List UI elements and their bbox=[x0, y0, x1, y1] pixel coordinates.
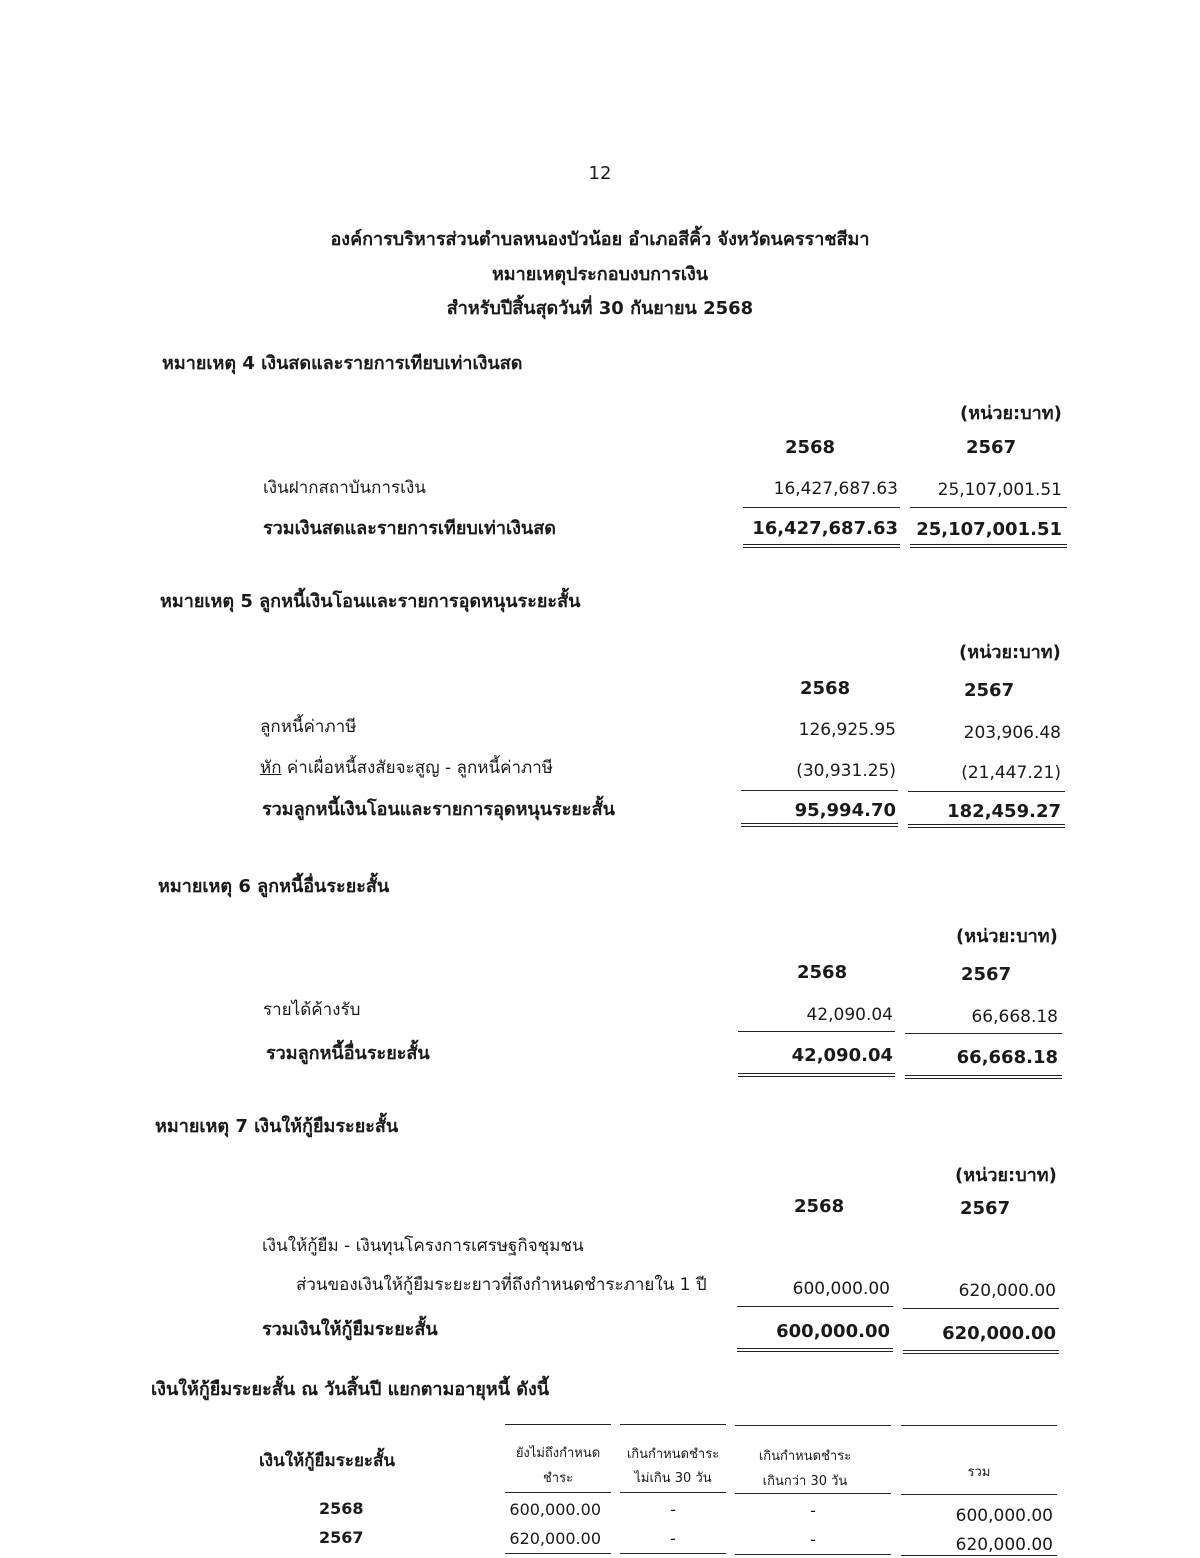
note5-total-double-line-2567 bbox=[908, 824, 1065, 828]
note5-row2-2568: (30,931.25) bbox=[796, 761, 896, 781]
note4-title: หมายเหตุ 4 เงินสดและรายการเทียบเท่าเงินสด bbox=[162, 353, 523, 374]
note5-row2-text: ค่าเผื่อหนี้สงสัยจะสูญ - ลูกหนี้ค่าภาษี bbox=[286, 758, 553, 778]
aging-h3-line1: เกินกำหนดชำระ bbox=[758, 1449, 852, 1464]
aging-row2-not-due: 620,000.00 bbox=[509, 1529, 601, 1548]
aging-h1-line1: ยังไม่ถึงกำหนด bbox=[515, 1446, 601, 1461]
note4-total-double-line-2568 bbox=[743, 544, 900, 548]
note7-total-2567: 620,000.00 bbox=[942, 1323, 1056, 1344]
note6-subtotal-line-2568 bbox=[738, 1031, 895, 1032]
statement-title: หมายเหตุประกอบงบการเงิน bbox=[491, 264, 709, 285]
note4-col-2568: 2568 bbox=[784, 437, 836, 458]
aging-row1-year: 2568 bbox=[319, 1499, 364, 1518]
aging-header-line-2 bbox=[620, 1492, 726, 1493]
note5-unit: (หน่วย:บาท) bbox=[959, 642, 1061, 663]
note5-col-2568: 2568 bbox=[800, 678, 851, 699]
aging-row1-overdue-over-30: - bbox=[810, 1501, 816, 1520]
aging-bottom-line-3 bbox=[735, 1554, 891, 1555]
note7-col-2567: 2567 bbox=[960, 1198, 1011, 1219]
aging-h1-line2: ชำระ bbox=[542, 1471, 574, 1486]
aging-top-line-4 bbox=[901, 1425, 1057, 1426]
note6-row1-2568: 42,090.04 bbox=[806, 1005, 893, 1025]
aging-row2-year: 2567 bbox=[319, 1528, 364, 1547]
aging-header-line-3 bbox=[735, 1493, 891, 1494]
note6-title: หมายเหตุ 6 ลูกหนี้อื่นระยะสั้น bbox=[158, 876, 390, 897]
note7-row2-2568: 600,000.00 bbox=[792, 1279, 890, 1299]
aging-header-line-1 bbox=[505, 1492, 611, 1493]
aging-h3-line2: เกินกว่า 30 วัน bbox=[762, 1474, 848, 1489]
note5-row1-label: ลูกหนี้ค่าภาษี bbox=[260, 717, 357, 737]
note5-total-label: รวมลูกหนี้เงินโอนและรายการอุดหนุนระยะสั้น bbox=[262, 799, 615, 820]
note7-col-2568: 2568 bbox=[794, 1196, 845, 1217]
aging-row-header: เงินให้กู้ยืมระยะสั้น bbox=[259, 1451, 396, 1471]
note4-row1-label: เงินฝากสถาบันการเงิน bbox=[263, 478, 426, 498]
note5-row2-label bbox=[260, 754, 553, 781]
note6-total-double-line-2567 bbox=[905, 1075, 1062, 1079]
aging-row1-total: 600,000.00 bbox=[955, 1506, 1053, 1526]
note6-total-double-line-2568 bbox=[738, 1073, 895, 1077]
aging-bottom-line-2 bbox=[620, 1553, 726, 1554]
note5-row2-2567: (21,447.21) bbox=[961, 763, 1061, 783]
note4-total-2567: 25,107,001.51 bbox=[916, 519, 1062, 540]
note5-row1-2567: 203,906.48 bbox=[963, 723, 1061, 743]
note4-row1-2567: 25,107,001.51 bbox=[937, 480, 1062, 500]
note5-subtotal-line-2568 bbox=[741, 790, 898, 791]
note5-total-double-line-2568 bbox=[741, 823, 898, 827]
note6-row1-label: รายได้ค้างรับ bbox=[263, 1000, 361, 1020]
aging-title: เงินให้กู้ยืมระยะสั้น ณ วันสิ้นปี แยกตามอายุหนี้ ดังนี้ bbox=[151, 1379, 550, 1400]
note6-total-label: รวมลูกหนี้อื่นระยะสั้น bbox=[266, 1043, 430, 1064]
aging-top-line-2 bbox=[620, 1424, 726, 1425]
note5-total-2568: 95,994.70 bbox=[794, 800, 896, 821]
aging-row1-not-due: 600,000.00 bbox=[509, 1500, 601, 1519]
aging-h4: รวม bbox=[967, 1465, 991, 1480]
note5-less-prefix: หัก bbox=[260, 758, 282, 778]
note6-col-2568: 2568 bbox=[797, 962, 848, 983]
aging-top-line-3 bbox=[735, 1425, 891, 1426]
note4-total-label: รวมเงินสดและรายการเทียบเท่าเงินสด bbox=[263, 518, 556, 539]
note7-total-double-line-2567 bbox=[903, 1350, 1059, 1354]
note4-subtotal-line-2567 bbox=[910, 507, 1067, 508]
aging-row2-total: 620,000.00 bbox=[955, 1535, 1053, 1555]
note6-row1-2567: 66,668.18 bbox=[971, 1007, 1058, 1027]
note5-total-2567: 182,459.27 bbox=[947, 801, 1061, 822]
aging-row1-overdue-30: - bbox=[670, 1500, 676, 1519]
aging-bottom-line-1 bbox=[505, 1553, 611, 1554]
aging-row2-overdue-over-30: - bbox=[810, 1530, 816, 1549]
note7-title: หมายเหตุ 7 เงินให้กู้ยืมระยะสั้น bbox=[155, 1116, 399, 1137]
aging-header-line-4 bbox=[901, 1494, 1057, 1495]
org-name: องค์การบริหารส่วนตำบลหนองบัวน้อย อำเภอสีคิ้ว จังหวัดนครราชสีมา bbox=[330, 229, 870, 250]
note6-col-2567: 2567 bbox=[961, 964, 1012, 985]
note7-row2-2567: 620,000.00 bbox=[958, 1281, 1056, 1301]
note4-total-double-line-2567 bbox=[910, 544, 1067, 548]
aging-row2-overdue-30: - bbox=[670, 1529, 676, 1548]
note7-row2-label: ส่วนของเงินให้กู้ยืมระยะยาวที่ถึงกำหนดชำระภายใน 1 ปี bbox=[296, 1275, 707, 1295]
note7-unit: (หน่วย:บาท) bbox=[955, 1165, 1057, 1186]
note5-subtotal-line-2567 bbox=[908, 791, 1065, 792]
note5-title: หมายเหตุ 5 ลูกหนี้เงินโอนและรายการอุดหนุนระยะสั้น bbox=[160, 591, 581, 612]
aging-h2-line2: ไม่เกิน 30 วัน bbox=[634, 1471, 712, 1486]
note6-total-2567: 66,668.18 bbox=[956, 1047, 1058, 1068]
note6-unit: (หน่วย:บาท) bbox=[956, 926, 1058, 947]
aging-bottom-line-4 bbox=[901, 1555, 1057, 1556]
page-number: 12 bbox=[588, 163, 612, 184]
note4-col-2567: 2567 bbox=[966, 437, 1017, 458]
note4-unit: (หน่วย:บาท) bbox=[960, 403, 1062, 424]
note5-row1-2568: 126,925.95 bbox=[798, 720, 896, 740]
note7-subtotal-line-2567 bbox=[903, 1308, 1059, 1309]
statement-period: สำหรับปีสิ้นสุดวันที่ 30 กันยายน 2568 bbox=[446, 298, 754, 319]
note7-total-2568: 600,000.00 bbox=[776, 1321, 890, 1342]
note7-subtotal-line-2568 bbox=[737, 1306, 893, 1307]
note7-total-label: รวมเงินให้กู้ยืมระยะสั้น bbox=[262, 1319, 438, 1340]
note5-col-2567: 2567 bbox=[964, 680, 1015, 701]
note6-total-2568: 42,090.04 bbox=[791, 1045, 893, 1066]
note4-subtotal-line-2568 bbox=[743, 507, 900, 508]
note4-row1-2568: 16,427,687.63 bbox=[773, 479, 898, 499]
note4-total-2568: 16,427,687.63 bbox=[752, 518, 898, 539]
note7-total-double-line-2568 bbox=[737, 1348, 893, 1352]
note6-subtotal-line-2567 bbox=[905, 1033, 1062, 1034]
aging-top-line-1 bbox=[505, 1424, 611, 1425]
aging-h2-line1: เกินกำหนดชำระ bbox=[626, 1447, 720, 1462]
note7-row1-label: เงินให้กู้ยืม - เงินทุนโครงการเศรษฐกิจชุมชน bbox=[262, 1236, 584, 1256]
